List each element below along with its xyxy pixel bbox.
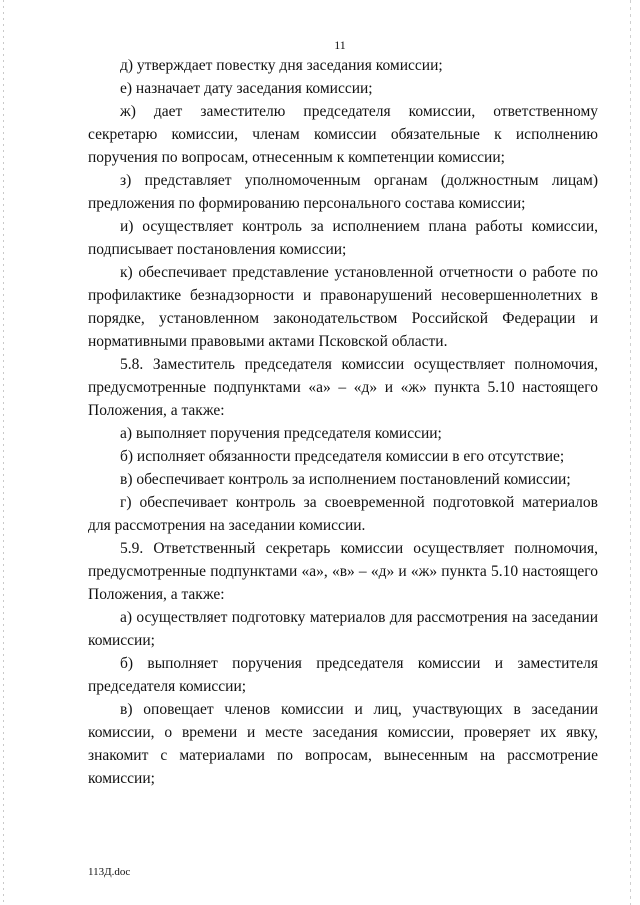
page-number: 11 — [334, 38, 346, 52]
paragraph-5-8-b: б) исполняет обязанности председателя комиссии в его отсутствие; — [120, 448, 565, 465]
paragraph-d-agenda: д) утверждает повестку дня заседания комиссии; — [120, 57, 443, 74]
scan-edge-left — [3, 0, 4, 905]
paragraph-i-control: и) осуществляет контроль за исполнением плана работы комиссии, подписывает постановления комиссии; — [88, 218, 598, 258]
scan-edge-right — [630, 0, 631, 905]
paragraph-5-9-b: б) выполняет поручения председателя комиссии и заместителя председателя комиссии; — [88, 655, 598, 695]
paragraph-5-8-g: г) обеспечивает контроль за своевременной подготовкой материалов для рассмотрения на заседании комиссии. — [88, 494, 598, 534]
footer-filename: 113Д.doc — [88, 866, 131, 878]
paragraph-5-9: 5.9. Ответственный секретарь комиссии осуществляет полномочия, предусмотренные подпунктами «а», «в» – «д» и «ж» пункта 5.10 настоящего Положения, а также: — [88, 540, 598, 603]
document-body — [88, 54, 598, 790]
paragraph-5-9-a: а) осуществляет подготовку материалов для рассмотрения на заседании комиссии; — [88, 609, 598, 649]
paragraph-e-date: е) назначает дату заседания комиссии; — [120, 80, 373, 97]
paragraph-5-8-a: а) выполняет поручения председателя комиссии; — [120, 425, 442, 442]
paragraph-5-8-v: в) обеспечивает контроль за исполнением постановлений комиссии; — [120, 471, 571, 488]
paragraph-5-9-v: в) оповещает членов комиссии и лиц, участвующих в заседании комиссии, о времени и месте заседания комиссии, проверяет их явку, знакомит с материалами по вопросам, вынесенным на рассмотрение комиссии; — [88, 701, 598, 787]
paragraph-z-proposals: з) представляет уполномоченным органам (должностным лицам) предложения по формированию персонального состава комиссии; — [88, 172, 598, 212]
paragraph-5-8: 5.8. Заместитель председателя комиссии осуществляет полномочия, предусмотренные подпунктами «а» – «д» и «ж» пункта 5.10 настоящего Положения, а также: — [88, 356, 598, 419]
paragraph-zh-instructions: ж) дает заместителю председателя комиссии, ответственному секретарю комиссии, членам комиссии обязательные к исполнению поручения по вопросам, отнесенным к компетенции комиссии; — [88, 103, 598, 166]
paragraph-k-reporting: к) обеспечивает представление установленной отчетности о работе по профилактике безнадзорности и правонарушений несовершеннолетних в порядке, установленном законодательством Российской Федерации и нормативными правовыми актами Псковской области. — [88, 264, 598, 350]
